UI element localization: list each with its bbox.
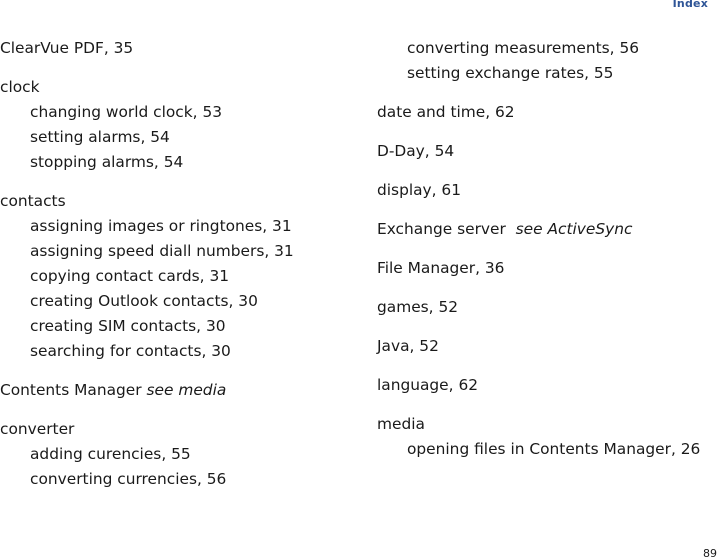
index-subterm: searching for contacts, 30 bbox=[30, 342, 231, 360]
index-entry-java bbox=[377, 334, 722, 359]
index-subterm: copying contact cards, 31 bbox=[30, 267, 230, 285]
index-entry-contacts bbox=[0, 189, 355, 364]
index-entry-clock bbox=[0, 75, 355, 175]
index-subterm: creating Outlook contacts, 30 bbox=[30, 292, 258, 310]
index-subterm: converting currencies, 56 bbox=[30, 470, 227, 488]
index-term: D-Day, 54 bbox=[377, 142, 455, 160]
index-subterm: stopping alarms, 54 bbox=[30, 153, 184, 171]
index-term bbox=[0, 378, 355, 403]
index-entry-converter-continued bbox=[377, 36, 722, 86]
index-entry-file-manager bbox=[377, 256, 722, 281]
index-term: language, 62 bbox=[377, 376, 479, 394]
index-subterm: opening files in Contents Manager, 26 bbox=[407, 440, 701, 458]
index-term bbox=[377, 217, 722, 242]
index-subterm: setting alarms, 54 bbox=[30, 128, 170, 146]
index-entry-date-time bbox=[377, 100, 722, 125]
index-term: clock bbox=[0, 78, 40, 96]
index-entry-media bbox=[377, 412, 722, 462]
index-subterm: converting measurements, 56 bbox=[407, 39, 640, 57]
index-term: File Manager, 36 bbox=[377, 259, 505, 277]
index-term: Java, 52 bbox=[377, 337, 439, 355]
page-number: 89 bbox=[703, 547, 717, 560]
index-see-reference: see media bbox=[146, 381, 227, 399]
section-title: Index bbox=[672, 0, 708, 10]
index-term: date and time, 62 bbox=[377, 103, 515, 121]
index-entry-contents-manager bbox=[0, 378, 355, 403]
index-term: media bbox=[377, 415, 425, 433]
index-term: contacts bbox=[0, 192, 66, 210]
index-subterm: adding curencies, 55 bbox=[30, 445, 191, 463]
index-column-left bbox=[0, 36, 355, 492]
index-entry-converter bbox=[0, 417, 355, 492]
index-term-text: Contents Manager bbox=[0, 381, 142, 399]
index-subterm: creating SIM contacts, 30 bbox=[30, 317, 226, 335]
index-entry-language bbox=[377, 373, 722, 398]
index-column-right bbox=[377, 36, 722, 462]
index-term: ClearVue PDF, 35 bbox=[0, 39, 134, 57]
index-term-text: Exchange server bbox=[377, 220, 506, 238]
index-entry-games bbox=[377, 295, 722, 320]
index-entry-clearvue bbox=[0, 36, 355, 61]
index-entry-exchange-server bbox=[377, 217, 722, 242]
index-subterm: assigning speed diall numbers, 31 bbox=[30, 242, 294, 260]
index-see-reference: see ActiveSync bbox=[515, 220, 633, 238]
index-entry-dday bbox=[377, 139, 722, 164]
index-term: display, 61 bbox=[377, 181, 462, 199]
index-entry-display bbox=[377, 178, 722, 203]
index-term: games, 52 bbox=[377, 298, 459, 316]
index-subterm: assigning images or ringtones, 31 bbox=[30, 217, 292, 235]
index-subterm: setting exchange rates, 55 bbox=[407, 64, 614, 82]
index-subterm: changing world clock, 53 bbox=[30, 103, 223, 121]
index-term: converter bbox=[0, 420, 75, 438]
